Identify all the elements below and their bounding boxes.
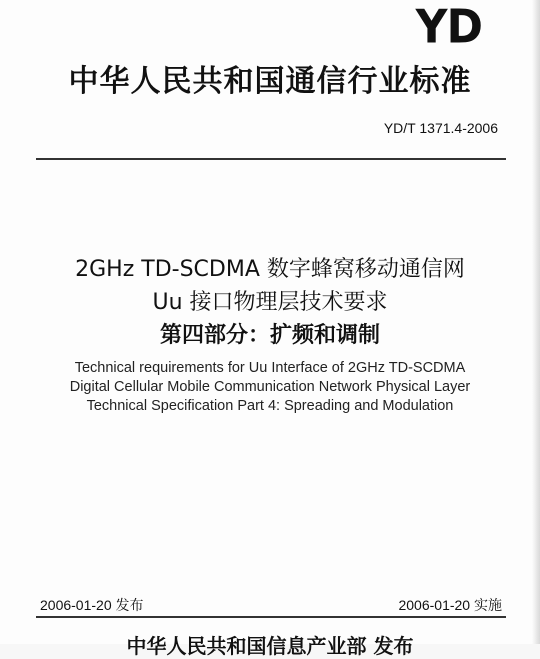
implementation-date: 2006-01-20 实施 xyxy=(398,597,502,613)
top-divider xyxy=(36,158,506,160)
yd-logo: YD xyxy=(415,0,482,55)
chinese-title-line-3: 第四部分：扩频和调制 xyxy=(159,323,380,348)
issue-date: 2006-01-20 发布 xyxy=(40,597,144,613)
english-title-line-3: Technical Specification Part 4: Spreading and Modulation xyxy=(86,398,454,414)
english-title-line-2: Digital Cellular Mobile Communication Network Physical Layer xyxy=(69,379,471,395)
bottom-divider xyxy=(36,616,506,618)
chinese-title-line-2: Uu 接口物理层技术要求 xyxy=(152,290,388,315)
standard-category-title: 中华人民共和国通信行业标准 xyxy=(68,64,472,99)
standard-number: YD/T 1371.4-2006 xyxy=(383,120,498,136)
page-edge-shadow xyxy=(532,0,540,644)
publisher-line: 中华人民共和国信息产业部 发布 xyxy=(126,634,414,658)
english-title-line-1: Technical requirements for Uu Interface of 2GHz TD-SCDMA xyxy=(74,360,466,376)
chinese-title-line-1: 2GHz TD-SCDMA 数字蜂窝移动通信网 xyxy=(75,257,465,282)
